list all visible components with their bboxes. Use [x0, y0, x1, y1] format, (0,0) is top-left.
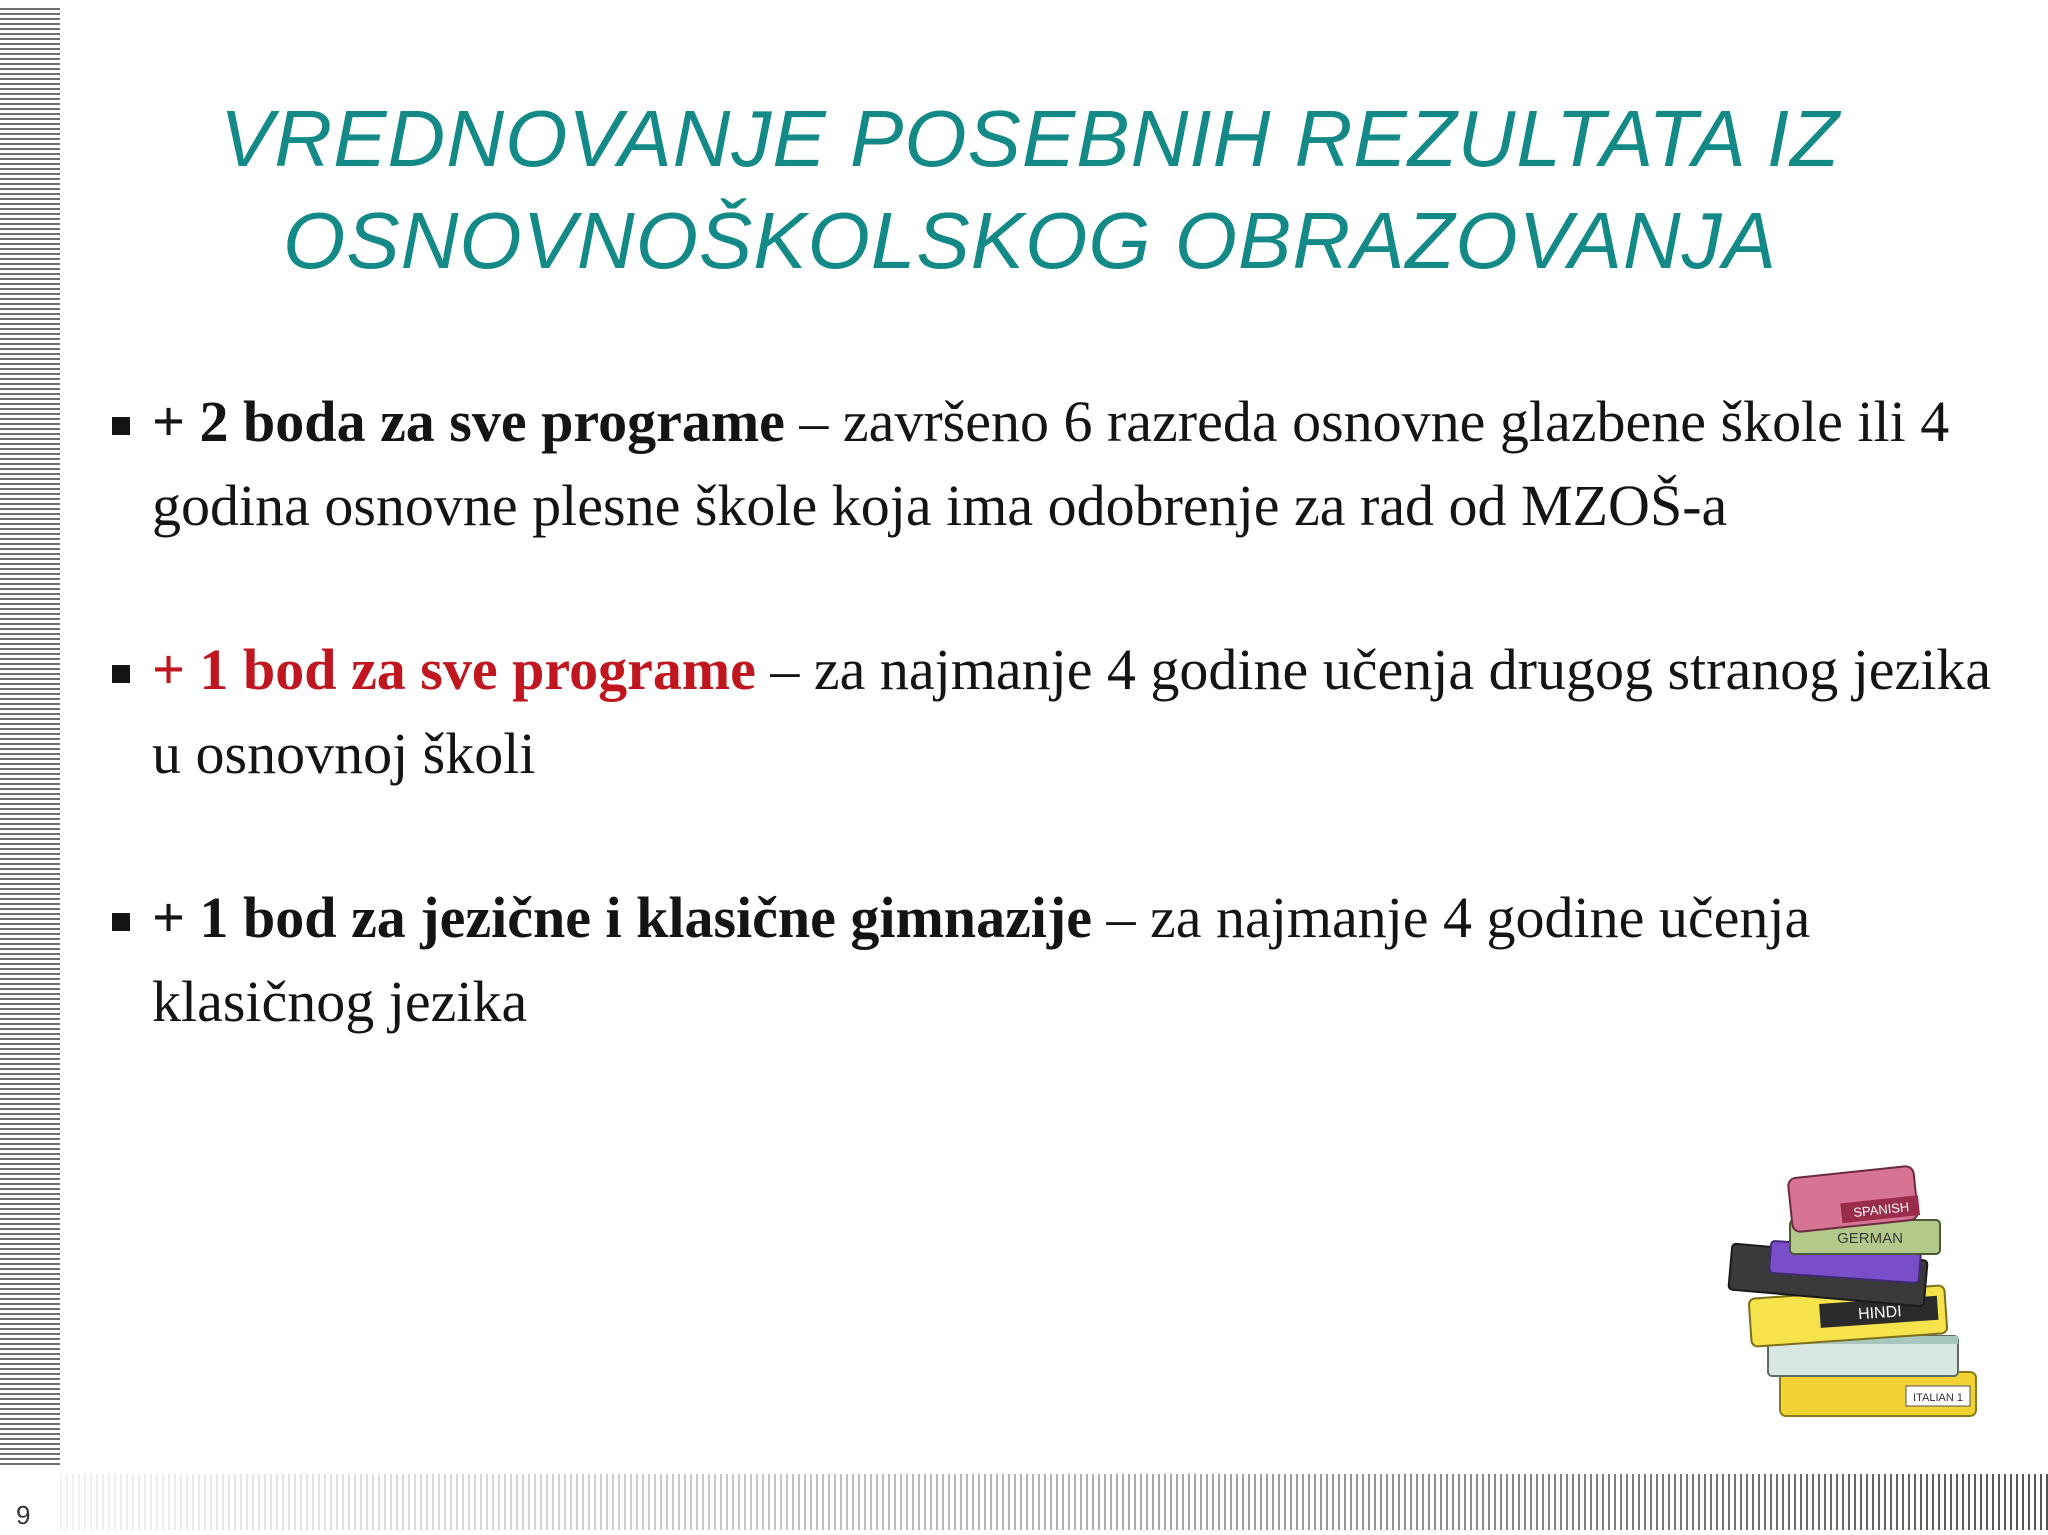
- bullet-lead-highlighted: + 1 bod za sve programe: [152, 637, 756, 702]
- square-bullet-icon: [112, 417, 130, 435]
- bullet-lead: + 1 bod za jezične i klasične gimnazije: [152, 885, 1092, 950]
- bottom-stripe-decoration: [60, 1474, 2048, 1530]
- bullet-item: [108, 380, 2028, 548]
- bullet-item: [108, 876, 2028, 1044]
- slide-number: 9: [16, 1500, 31, 1530]
- book-label-spanish: SPANISH: [1852, 1199, 1910, 1220]
- bullet-text: – završeno 6 razreda osnovne glazbene škole ili 4 godina osnovne plesne škole koja ima odobrenje za rad od MZOŠ-a: [152, 389, 1950, 538]
- left-stripe-decoration: [0, 8, 60, 1468]
- book-label-italian: ITALIAN 1: [1913, 1392, 1963, 1404]
- bullet-item: [108, 628, 2028, 796]
- square-bullet-icon: [112, 913, 130, 931]
- bullet-text: – za najmanje 4 godine učenja klasičnog jezika: [152, 885, 1811, 1034]
- book-label-hindi: HINDI: [1857, 1303, 1903, 1324]
- square-bullet-icon: [112, 665, 130, 683]
- title-line-2: OSNOVNOŠKOLSKOG OBRAZOVANJA: [282, 196, 1778, 285]
- bullet-list: [108, 380, 2028, 1044]
- bullet-lead: + 2 boda za sve programe: [152, 389, 785, 454]
- slide-title: [150, 88, 1910, 292]
- bullet-text: – za najmanje 4 godine učenja drugog stranog jezika u osnovnoj školi: [152, 637, 1992, 786]
- book-label-german: GERMAN: [1837, 1230, 1903, 1247]
- title-line-1: VREDNOVANJE POSEBNIH REZULTATA IZ: [220, 94, 1840, 183]
- stack-of-books-illustration: [1720, 1160, 2010, 1430]
